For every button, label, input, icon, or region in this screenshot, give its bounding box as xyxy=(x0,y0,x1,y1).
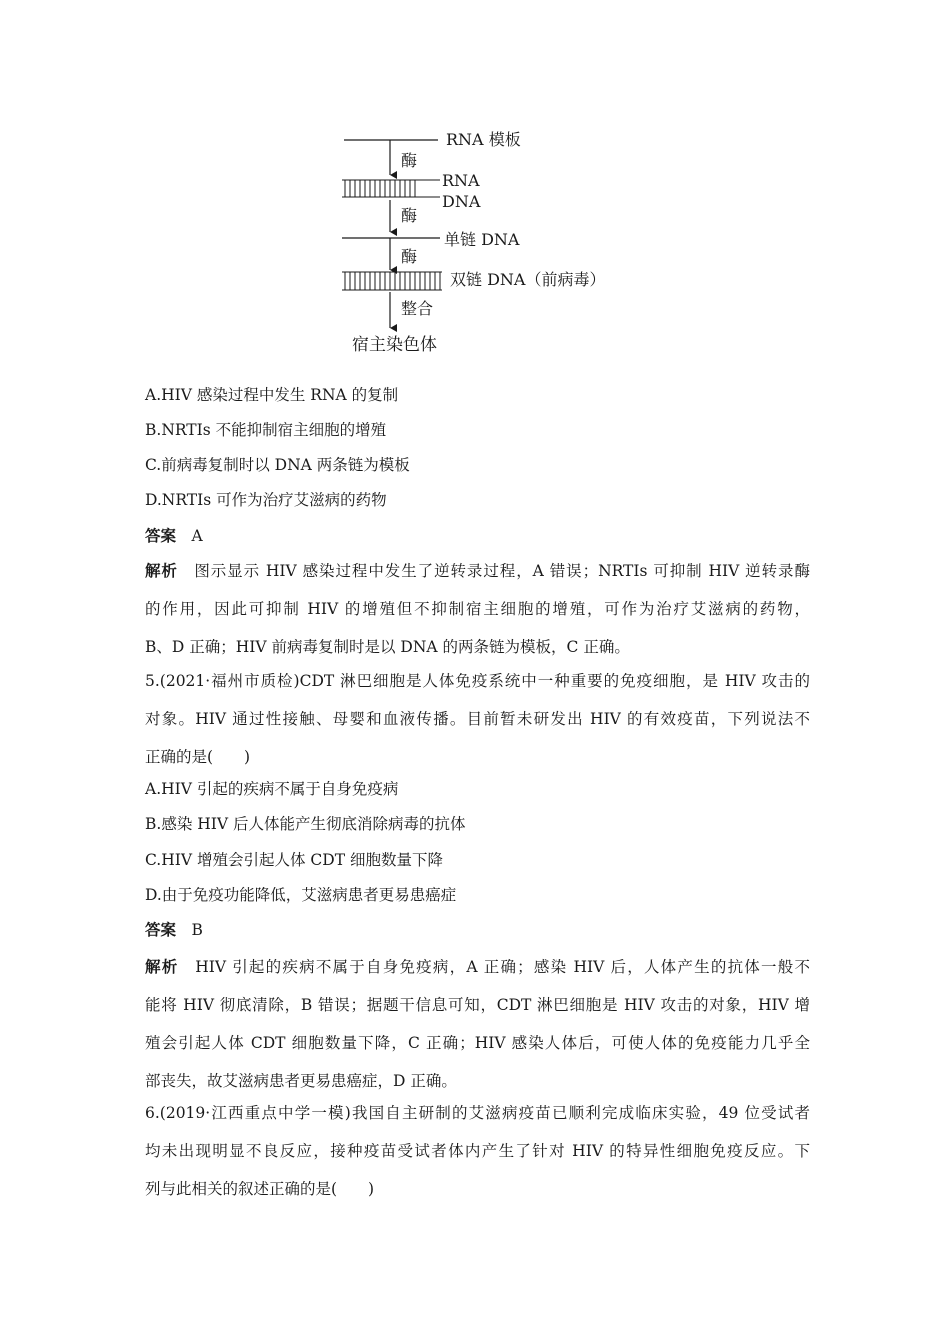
q4-analysis-line-3: B、D 正确；HIV 前病毒复制时是以 DNA 的两条链为模板，C 正确。 xyxy=(145,638,630,656)
q5-option-d: D.由于免疫功能降低，艾滋病患者更易患癌症 xyxy=(145,886,457,904)
q5-option-a: A.HIV 引起的疾病不属于自身免疫病 xyxy=(145,780,399,798)
q5-analysis-line-1 xyxy=(145,948,810,986)
q6-stem xyxy=(145,1094,810,1208)
q4-option-c: C.前病毒复制时以 DNA 两条链为模板 xyxy=(145,456,410,474)
q4-analysis-line-2: 的作用，因此可抑制 HIV 的增殖但不抑制宿主细胞的增殖，可作为治疗艾滋病的药物， xyxy=(145,600,810,618)
q5-answer-value: B xyxy=(191,921,203,939)
q5-analysis-line-2: 能将 HIV 彻底清除，B 错误；据题干信息可知，CDT 淋巴细胞是 HIV 攻击的对象，HIV 增 xyxy=(145,996,810,1014)
q5-option-b: B.感染 HIV 后人体能产生彻底消除病毒的抗体 xyxy=(145,815,466,833)
q4-option-d: D.NRTIs 可作为治疗艾滋病的药物 xyxy=(145,491,387,509)
q4-answer-value: A xyxy=(191,527,203,545)
rna-dna-hybrid xyxy=(342,180,440,197)
q4-answer xyxy=(145,527,810,546)
q5-answer-label: 答案 xyxy=(145,920,177,939)
label-double-strand-dna: 双链 DNA（前病毒） xyxy=(450,270,606,289)
q5-stem-line-2: 对象。HIV 通过性接触、母婴和血液传播。目前暂未研发出 HIV 的有效疫苗，下列说法不 xyxy=(145,710,810,728)
label-enzyme-2: 酶 xyxy=(401,206,418,225)
q4-option-b: B.NRTIs 不能抑制宿主细胞的增殖 xyxy=(145,421,387,439)
label-single-strand-dna: 单链 DNA xyxy=(444,230,520,249)
label-enzyme-1: 酶 xyxy=(401,151,418,170)
q5-answer xyxy=(145,921,810,940)
q5-stem-line-3: 正确的是( ) xyxy=(145,748,251,766)
q6-stem-line-1: 6.(2019·江西重点中学一模)我国自主研制的艾滋病疫苗已顺利完成临床实验，49 位受试者 xyxy=(145,1104,810,1122)
q4-analysis-label: 解析 xyxy=(145,561,178,580)
reverse-transcription-diagram xyxy=(330,120,650,370)
label-dna: DNA xyxy=(442,192,481,211)
q5-analysis-label: 解析 xyxy=(145,957,179,976)
q5-analysis xyxy=(145,948,810,1100)
q6-stem-line-2: 均未出现明显不良反应，接种疫苗受试者体内产生了针对 HIV 的特异性细胞免疫反应。下 xyxy=(145,1142,810,1160)
q5-analysis-line-4: 部丧失，故艾滋病患者更易患癌症，D 正确。 xyxy=(145,1072,457,1090)
label-rna-template: RNA 模板 xyxy=(446,130,521,149)
q4-analysis xyxy=(145,552,810,666)
q5-stem xyxy=(145,662,810,776)
q4-analysis-text-1: 图示显示 HIV 感染过程中发生了逆转录过程，A 错误；NRTIs 可抑制 HIV 逆转录酶 xyxy=(194,562,810,580)
q4-option-a: A.HIV 感染过程中发生 RNA 的复制 xyxy=(145,386,399,404)
q5-stem-line-1: 5.(2021·福州市质检)CDT 淋巴细胞是人体免疫系统中一种重要的免疫细胞，是 HIV 攻击的 xyxy=(145,672,810,690)
q4-analysis-line-1 xyxy=(145,552,810,590)
label-integrate: 整合 xyxy=(401,299,434,318)
q5-analysis-text-1: HIV 引起的疾病不属于自身免疫病，A 正确；感染 HIV 后，人体产生的抗体一般不 xyxy=(195,958,810,976)
q5-option-c: C.HIV 增殖会引起人体 CDT 细胞数量下降 xyxy=(145,851,443,869)
label-host-chromosome: 宿主染色体 xyxy=(352,335,437,355)
q6-stem-line-3: 列与此相关的叙述正确的是( ) xyxy=(145,1180,375,1198)
label-enzyme-3: 酶 xyxy=(401,247,418,266)
q5-analysis-line-3: 殖会引起人体 CDT 细胞数量下降，C 正确；HIV 感染人体后，可使人体的免疫能力几乎全 xyxy=(145,1034,810,1052)
q4-answer-label: 答案 xyxy=(145,526,177,545)
double-strand-dna xyxy=(342,272,442,290)
label-rna: RNA xyxy=(442,171,480,190)
